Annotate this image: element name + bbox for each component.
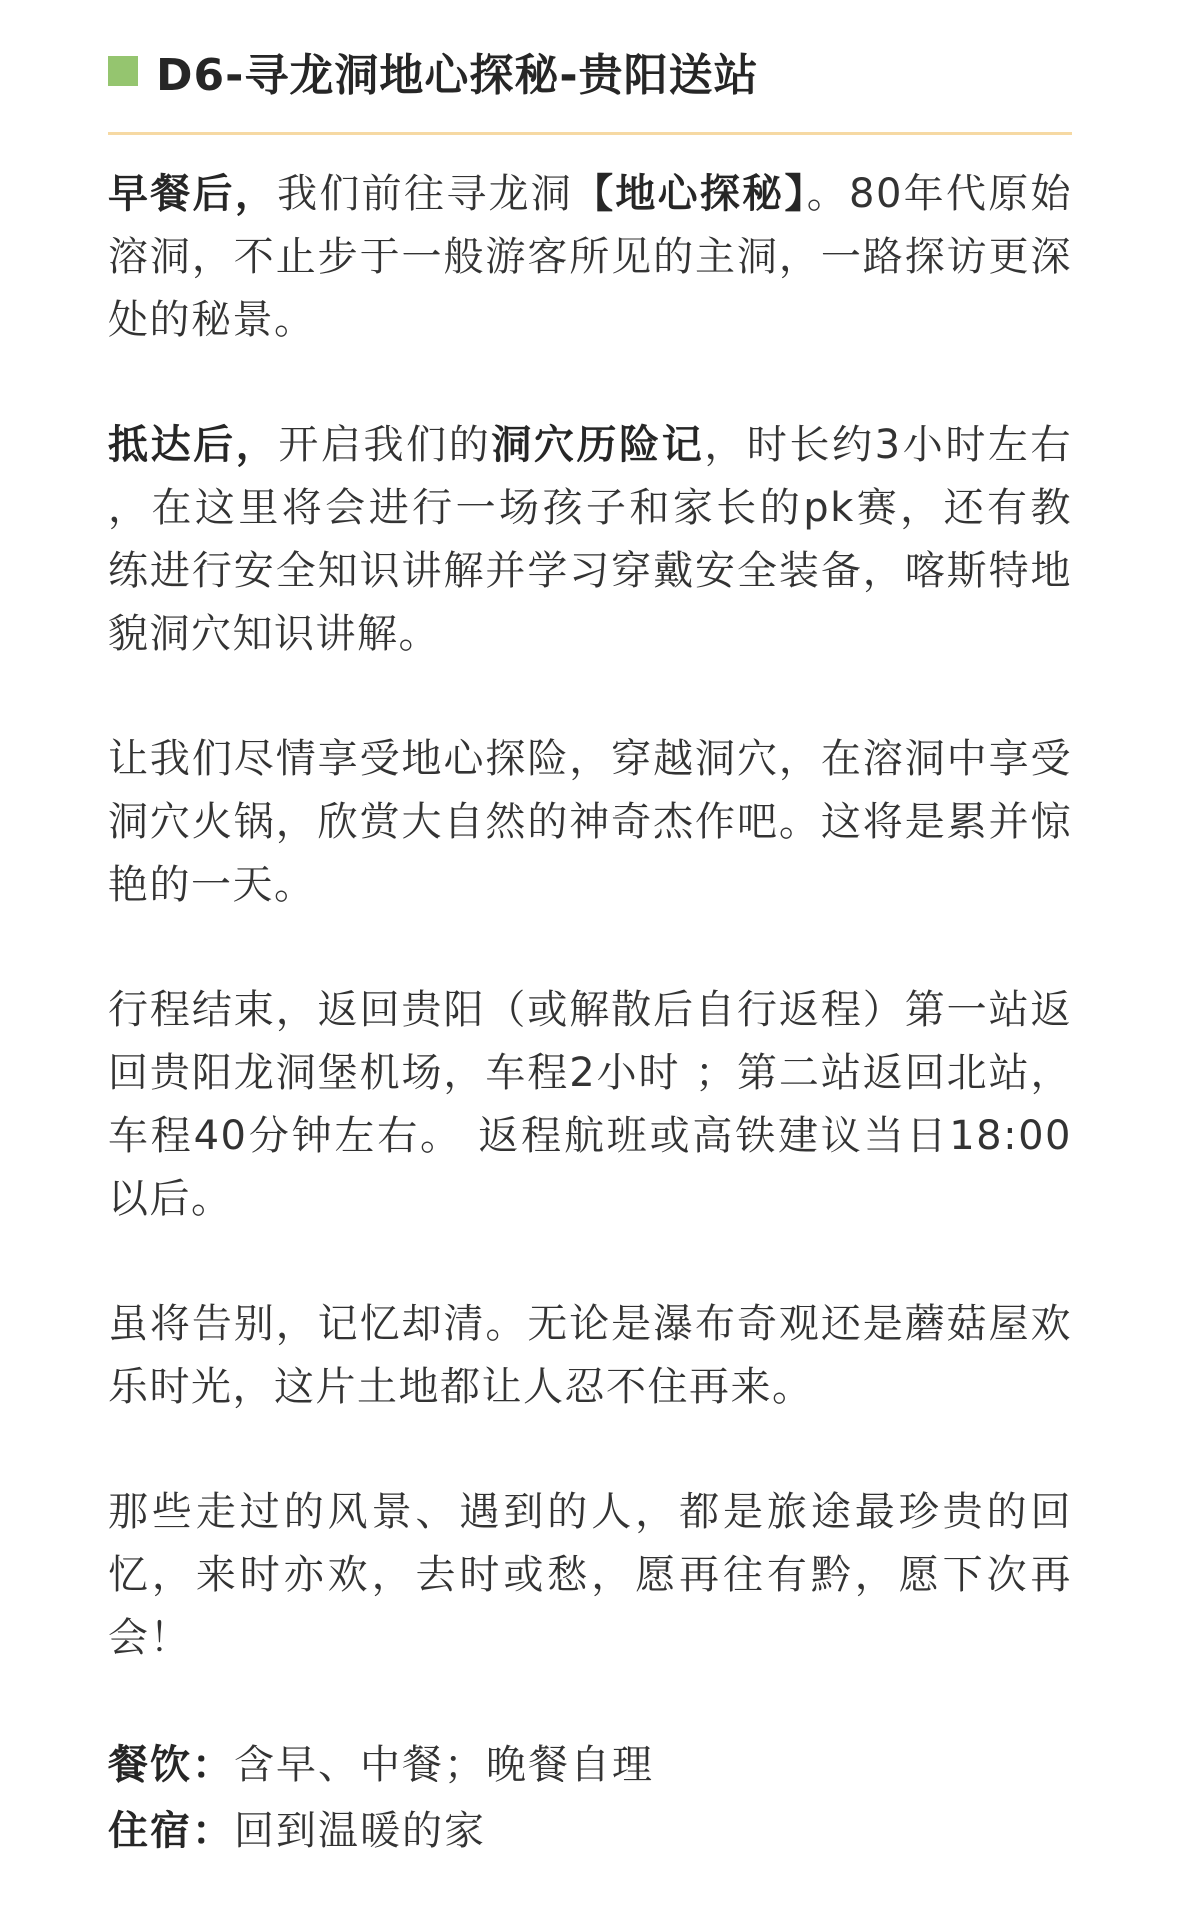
meals-label: 餐饮：: [108, 1742, 234, 1788]
paragraph-text: 我们前往寻龙洞: [277, 171, 574, 217]
lodging-row: [108, 1798, 1072, 1864]
paragraph-text: 。80年代原始溶洞，不止步于一般游客所见的主洞，一路探访更深处的秘景。: [108, 171, 1073, 343]
paragraph-arrival: [108, 414, 1072, 666]
meals-row: [108, 1732, 1072, 1798]
paragraph-farewell: 虽将告别，记忆却清。无论是瀑布奇观还是蘑菇屋欢乐时光，这片土地都让人忍不住再来。: [108, 1301, 1072, 1410]
paragraph-text: 开启我们的: [278, 422, 492, 468]
highlight-text: 洞穴历险记: [491, 422, 705, 468]
paragraph-adventure: 让我们尽情享受地心探险，穿越洞穴，在溶洞中享受洞穴火锅，欣赏大自然的神奇杰作吧。这将是累并惊艳的一天。: [108, 736, 1072, 908]
day-content: [108, 163, 1072, 1864]
day-header: [108, 40, 1072, 102]
paragraph-return: 行程结束，返回贵阳（或解散后自行返程）第一站返回贵阳龙洞堡机场，车程2小时 ；第二站返回北站，车程40分钟左右。 返程航班或高铁建议当日18:00以后。: [108, 987, 1072, 1222]
paragraph-memories: 那些走过的风景、遇到的人，都是旅途最珍贵的回忆，来时亦欢，去时或愁，愿再往有黔，愿下次再会！: [108, 1489, 1072, 1661]
green-square-marker: [108, 56, 138, 86]
meals-value: 含早、中餐；晚餐自理: [234, 1742, 654, 1788]
paragraph-text: ，时长约3小时左右 ，在这里将会进行一场孩子和家长的pk赛，还有教练进行安全知识讲解并学习穿戴安全装备，喀斯特地貌洞穴知识讲解。: [108, 422, 1073, 657]
day-title: D6-寻龙洞地心探秘-贵阳送站: [156, 50, 759, 101]
highlight-text: 【地心探秘】: [573, 171, 807, 217]
lodging-label: 住宿：: [108, 1808, 234, 1854]
paragraph-lead: 抵达后，: [108, 422, 279, 468]
itinerary-day-section: [108, 40, 1072, 1864]
lodging-value: 回到温暖的家: [234, 1808, 486, 1854]
paragraph-breakfast: [108, 163, 1072, 352]
trip-info: [108, 1732, 1072, 1864]
header-divider: [108, 132, 1072, 135]
paragraph-lead: 早餐后，: [108, 171, 278, 217]
